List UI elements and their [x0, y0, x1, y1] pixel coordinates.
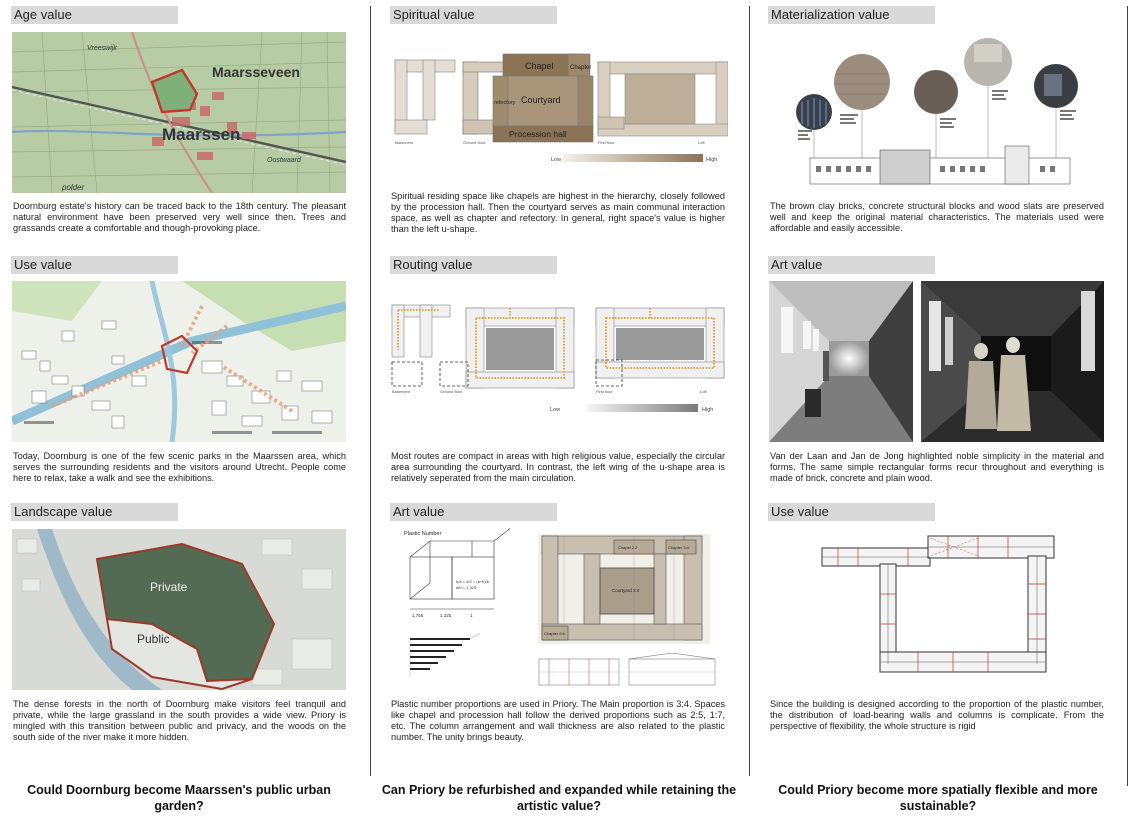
- spiritual-value-title: Spiritual value: [390, 6, 557, 24]
- materialization-value-text: The brown clay bricks, concrete structural blocks and wood slats are preserved well and keep the original material characteristics. The materials used were affordable and easily accessible.: [770, 201, 1104, 233]
- label-chapel: Chapel: [525, 61, 554, 71]
- monks-corridor-photo: [921, 281, 1104, 442]
- question-col2: Can Priory be refurbished and expanded while retaining the artistic value?: [381, 783, 737, 813]
- corridor-photo: [769, 281, 913, 442]
- public-label: Public: [137, 632, 170, 646]
- materialization-value-title: Materialization value: [768, 6, 935, 24]
- label-refectory: refectory: [494, 100, 516, 106]
- plan-caption-basement: Basement: [395, 140, 414, 145]
- label-chapter: Chapter: [570, 65, 592, 71]
- plan-label-chapter-sw: Chapter 6:6: [544, 631, 565, 636]
- landscape-value-title: Landscape value: [11, 503, 178, 521]
- landscape-map-image: [12, 529, 346, 690]
- art-value-title-col2: Art value: [390, 503, 557, 521]
- map-label-polder: polder: [62, 183, 85, 192]
- routing-caption-first: First floor: [596, 389, 613, 394]
- routing-plans-image: [390, 300, 727, 418]
- art-value-text-col2: Plastic number proportions are used in Priory. The Main proportion is 3:4. Spaces like chapel and procession hall follow the derived proportions such as 2:5, 1:7, etc. The column arrangement and wall thickness are also related to the plastic number. The unity brings beauty.: [391, 699, 725, 742]
- spiritual-value-text: Spiritual residing space like chapels are highest in the hierarchy, closely followed by the procession hall. Then the courtyard serves as main communal interaction space, as well as chapter and refectory. In general, right space's value is higher than the left u-shape.: [391, 191, 725, 234]
- spiritual-legend-low: Low: [551, 157, 562, 163]
- label-courtyard: Courtyard: [521, 95, 561, 105]
- column-divider-3: [1127, 6, 1128, 786]
- spiritual-plans-image: [393, 32, 728, 165]
- use-value-title: Use value: [11, 256, 178, 274]
- spiritual-legend-high: High: [706, 157, 718, 163]
- plastic-number-label: Plastic Number: [404, 531, 442, 537]
- routing-legend-low: Low: [550, 407, 561, 413]
- routing-caption-ground: Ground floor: [440, 389, 463, 394]
- age-value-text: Doornburg estate's history can be traced back to the 18th century. The pleasant natural environment have been preserved very well since then. Trees and grassands create a comfortable and though-provoking place.: [13, 201, 346, 233]
- age-value-title: Age value: [11, 6, 178, 24]
- routing-caption-loft: Loft: [700, 389, 707, 394]
- priory-proportion-plan: [534, 530, 714, 648]
- structure-plan: [818, 534, 1058, 689]
- use-value-title-col3: Use value: [768, 503, 935, 521]
- plastic-formula-2: a/b = 1.325: [456, 585, 477, 590]
- plan-caption-ground: Ground floor: [463, 140, 486, 145]
- plan-label-chapel: Chapel 2:2: [618, 545, 638, 550]
- column-divider-1: [370, 6, 371, 776]
- map-label-maarsseveen: Maarsseveen: [212, 64, 300, 80]
- plan-label-chapter: Chapter 3:4: [668, 545, 689, 550]
- plastic-formula-1: b/a = 4/3 = (a+b)/b: [456, 579, 490, 584]
- use-value-text: Today, Doornburg is one of the few scenic parks in the Maarssen area, which serves the surrounding residents and the visitors around Utrecht. People come here to relax, take a walk and see the exhibitions.: [13, 451, 346, 483]
- dim-1755: 1.755: [412, 613, 424, 618]
- routing-legend-high: High: [702, 407, 714, 413]
- dim-1: 1: [470, 613, 473, 618]
- dim-1325: 1.325: [440, 613, 452, 618]
- materials-diagram: [790, 30, 1090, 190]
- urban-map-image: [12, 281, 346, 442]
- routing-caption-basement: Basement: [392, 389, 411, 394]
- label-procession-hall: Procession hall: [509, 129, 567, 139]
- plan-caption-loft: Loft: [698, 140, 705, 145]
- question-col3: Could Priory become more spatially flexible and more sustainable?: [778, 783, 1098, 813]
- art-value-title-col3: Art value: [768, 256, 935, 274]
- use-value-text-col3: Since the building is designed according to the proportion of the plastic number, the distribution of load-bearing walls and columns is complicate. From the perspective of flexibility, the whole structure is rigid: [770, 699, 1104, 731]
- priory-sections-drawing: [537, 653, 717, 689]
- map-label-vreeswijk: Vreeswijk: [87, 45, 117, 52]
- question-col1: Could Doornburg become Maarssen's public urban garden?: [27, 783, 331, 813]
- routing-value-title: Routing value: [390, 256, 557, 274]
- private-label: Private: [150, 580, 188, 594]
- map-label-maarssen: Maarssen: [162, 125, 241, 144]
- landscape-value-text: The dense forests in the north of Doornburg make visitors feel tranquil and private, while the large grassland in the south provides a wide view. Priory is mingled with this transition between public and privacy, and the woods on the south side of the river make it more hidden.: [13, 699, 346, 742]
- plan-label-courtyard: Courtyard 3:4: [612, 588, 640, 593]
- routing-value-text: Most routes are compact in areas with high religious value, especially the circular area surrounding the courtyard. In contrast, the left wing of the u-shape area is relatively seperated from the main circulation.: [391, 451, 725, 483]
- plan-caption-first: First floor: [598, 140, 615, 145]
- art-value-text-col3: Van der Laan and Jan de Jong highlighted noble simplicity in the material and forms. The same simple rectangular forms recur throughout and everything is made of brick, concrete and plain wood.: [770, 451, 1104, 483]
- plastic-number-diagram: [400, 527, 510, 689]
- historic-map-image: [12, 32, 346, 193]
- column-divider-2: [749, 6, 750, 776]
- map-label-oostwaard: Oostwaard: [267, 157, 301, 164]
